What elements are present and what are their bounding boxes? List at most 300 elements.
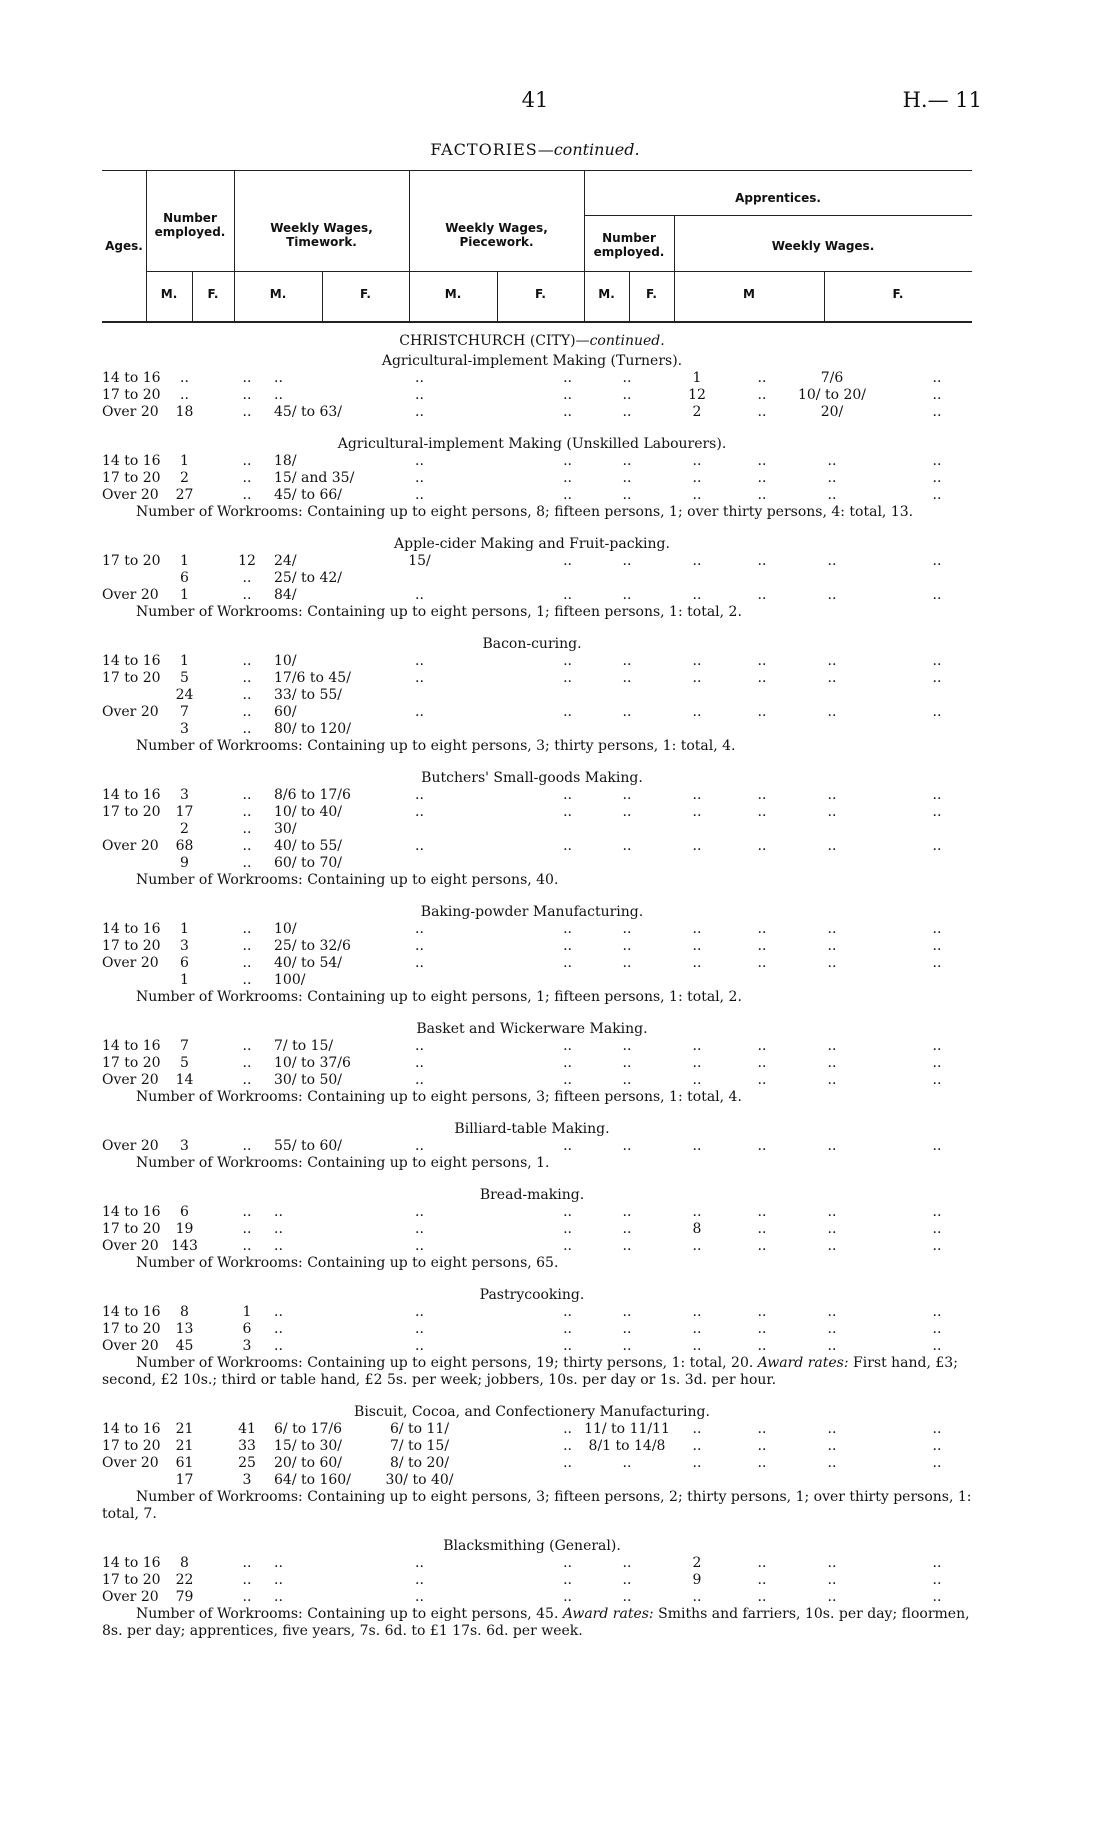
apprentice-female: ..	[757, 787, 767, 803]
timework-female: 6/ to 11/	[389, 1421, 450, 1437]
male-employed: 14	[175, 1072, 194, 1088]
apprentice-female: ..	[757, 1455, 767, 1471]
piecework-male: ..	[563, 1589, 572, 1605]
table-row	[102, 453, 982, 470]
timework-female: ..	[415, 587, 424, 603]
page-title	[0, 140, 1070, 159]
female-employed: ..	[242, 653, 252, 669]
timework-male: 33/ to 55/	[274, 687, 343, 703]
female-employed: ..	[242, 1238, 252, 1254]
apprentice-female: ..	[757, 1072, 767, 1088]
female-employed: 3	[242, 1472, 252, 1488]
piecework-male: ..	[563, 1204, 572, 1220]
table-row	[102, 1138, 982, 1155]
industry-section	[102, 1537, 982, 1640]
male-employed: 6	[180, 1204, 189, 1220]
apprentice-wage-male: ..	[827, 955, 837, 971]
apprentice-female: ..	[757, 653, 767, 669]
apprentice-wage-female: ..	[932, 1038, 942, 1054]
piecework-male: ..	[563, 1438, 572, 1454]
male-employed: 24	[175, 687, 194, 703]
piecework-female: ..	[622, 1555, 632, 1571]
age: Over 20	[102, 587, 159, 603]
age: 17 to 20	[102, 1221, 161, 1237]
female-employed: ..	[242, 1589, 252, 1605]
apprentice-wage-male: ..	[827, 553, 837, 569]
section-title: Pastrycooking.	[479, 1287, 585, 1303]
age: Over 20	[102, 1455, 159, 1471]
table-row	[102, 1221, 982, 1238]
section-title: Apple-cider Making and Fruit-packing.	[394, 536, 670, 552]
piecework-female: 11/ to 11/11	[584, 1421, 670, 1437]
piecework-male: ..	[563, 955, 572, 971]
age: 14 to 16	[102, 453, 161, 469]
timework-male: 10/	[274, 921, 297, 937]
table-row	[102, 1421, 982, 1438]
female-employed: ..	[242, 721, 252, 737]
apprentice-wage-female: ..	[932, 1204, 942, 1220]
apprentice-female: ..	[757, 553, 767, 569]
timework-male: ..	[274, 1555, 283, 1571]
table-row	[102, 838, 982, 855]
apprentice-wage-male: ..	[827, 1204, 837, 1220]
female-employed: ..	[242, 687, 252, 703]
piecework-male: ..	[563, 1038, 572, 1054]
piecework-male: ..	[563, 1421, 572, 1437]
male-employed: 7	[180, 704, 189, 720]
timework-female: ..	[415, 1238, 424, 1254]
table-row	[102, 1472, 982, 1489]
timework-female: ..	[415, 470, 424, 486]
apprentice-female: ..	[757, 404, 767, 420]
male-employed: 143	[171, 1238, 198, 1254]
apprentice-female: ..	[757, 1204, 767, 1220]
apprentice-wage-male: ..	[827, 1589, 837, 1605]
female-employed: ..	[242, 587, 252, 603]
table-row	[102, 470, 982, 487]
apprentice-male: ..	[692, 921, 702, 937]
header-app-weekly: Weekly Wages.	[771, 239, 875, 253]
sub-m: M.	[269, 287, 287, 301]
apprentice-wage-female: ..	[932, 1072, 942, 1088]
apprentice-male: ..	[692, 1238, 702, 1254]
sub-f: F.	[892, 287, 904, 301]
apprentice-wage-male: ..	[827, 1038, 837, 1054]
industry-section	[102, 352, 982, 421]
female-employed: ..	[242, 838, 252, 854]
age: Over 20	[102, 704, 159, 720]
female-employed: ..	[242, 1138, 252, 1154]
piecework-male: ..	[563, 387, 572, 403]
apprentice-male: 8	[692, 1221, 702, 1237]
timework-male: ..	[274, 1304, 283, 1320]
apprentice-wage-female: ..	[932, 553, 942, 569]
section-title: Billiard-table Making.	[454, 1121, 610, 1137]
apprentice-wage-male: ..	[827, 470, 837, 486]
female-employed: ..	[242, 1204, 252, 1220]
apprentice-male: ..	[692, 487, 702, 503]
timework-male: ..	[274, 1321, 283, 1337]
industry-section	[102, 1186, 982, 1272]
page-number: 41	[521, 88, 549, 112]
header-weekly-piecework: Weekly Wages, Piecework.	[445, 221, 548, 249]
timework-male: 20/ to 60/	[274, 1455, 343, 1471]
timework-male: 100/	[274, 972, 306, 988]
timework-male: 45/ to 66/	[274, 487, 343, 503]
section-title: Agricultural-implement Making (Turners).	[381, 353, 683, 369]
timework-female: ..	[415, 1589, 424, 1605]
male-employed: 3	[180, 787, 189, 803]
age: 14 to 16	[102, 921, 161, 937]
piecework-male: ..	[563, 404, 572, 420]
table-row	[102, 955, 982, 972]
timework-female: ..	[415, 955, 424, 971]
table-row	[102, 587, 982, 604]
apprentice-female: ..	[757, 1338, 767, 1354]
apprentice-male: ..	[692, 453, 702, 469]
apprentice-wage-female: ..	[932, 1572, 942, 1588]
timework-female: ..	[415, 404, 424, 420]
piecework-female: ..	[622, 370, 632, 386]
female-employed: 3	[242, 1338, 252, 1354]
female-employed: ..	[242, 487, 252, 503]
apprentice-wage-female: ..	[932, 653, 942, 669]
piecework-female: ..	[622, 1455, 632, 1471]
apprentice-wage-female: ..	[932, 404, 942, 420]
piecework-male: ..	[563, 470, 572, 486]
apprentice-male: ..	[692, 955, 702, 971]
piecework-male: ..	[563, 1555, 572, 1571]
apprentice-wage-male: ..	[827, 670, 837, 686]
table-row	[102, 938, 982, 955]
apprentice-male: ..	[692, 653, 702, 669]
apprentice-male: 12	[688, 387, 706, 403]
piecework-male: ..	[563, 453, 572, 469]
sub-f: F.	[207, 287, 219, 301]
apprentice-wage-male: ..	[827, 1055, 837, 1071]
male-employed: 1	[180, 653, 189, 669]
table-row	[102, 1455, 982, 1472]
female-employed: ..	[242, 404, 252, 420]
industry-section	[102, 535, 982, 621]
piecework-female: ..	[622, 670, 632, 686]
male-employed: 6	[180, 955, 189, 971]
apprentice-wage-female: ..	[932, 1338, 942, 1354]
apprentice-wage-female: ..	[932, 1438, 942, 1454]
apprentice-male: 2	[692, 1555, 702, 1571]
apprentice-wage-female: ..	[932, 804, 942, 820]
timework-female: 7/ to 15/	[389, 1438, 450, 1454]
apprentice-wage-male: ..	[827, 921, 837, 937]
male-employed: 7	[180, 1038, 189, 1054]
workrooms-note: Number of Workrooms: Containing up to eight persons, 45. Award rates: Smiths and farriers, 10s. per day; floormen, 8s. per day; apprentices, five years, 7s. 6d. to £1 17s. 6d. per week.	[102, 1606, 970, 1639]
apprentice-male: ..	[692, 1304, 702, 1320]
apprentice-female: ..	[757, 1238, 767, 1254]
header-ages: Ages.	[105, 239, 143, 253]
piecework-female: ..	[622, 487, 632, 503]
apprentice-wage-female: ..	[932, 704, 942, 720]
piecework-female: 8/1 to 14/8	[588, 1438, 666, 1454]
table-row	[102, 821, 982, 838]
table-row	[102, 1072, 982, 1089]
table-row	[102, 370, 982, 387]
table-row	[102, 972, 982, 989]
timework-male: 30/ to 50/	[274, 1072, 343, 1088]
piecework-female: ..	[622, 553, 632, 569]
industry-section	[102, 1403, 982, 1523]
age: 14 to 16	[102, 1038, 161, 1054]
age: Over 20	[102, 838, 159, 854]
timework-female: 30/ to 40/	[385, 1472, 454, 1488]
table-row	[102, 1589, 982, 1606]
timework-male: ..	[274, 1238, 283, 1254]
timework-male: 40/ to 55/	[274, 838, 343, 854]
timework-female: ..	[415, 1072, 424, 1088]
header-app-number-employed: Number employed.	[593, 231, 665, 259]
table-row	[102, 570, 982, 587]
age: 14 to 16	[102, 653, 161, 669]
timework-male: 25/ to 32/6	[274, 938, 351, 954]
apprentice-wage-female: ..	[932, 955, 942, 971]
apprentice-wage-male: ..	[827, 804, 837, 820]
apprentice-wage-male: ..	[827, 453, 837, 469]
apprentice-wage-female: ..	[932, 921, 942, 937]
sub-m: M.	[160, 287, 178, 301]
apprentice-female: ..	[757, 453, 767, 469]
apprentice-female: ..	[757, 1589, 767, 1605]
industry-section	[102, 1020, 982, 1106]
female-employed: ..	[242, 972, 252, 988]
apprentice-female: ..	[757, 1421, 767, 1437]
age: Over 20	[102, 1338, 159, 1354]
piecework-female: ..	[622, 1238, 632, 1254]
section-title: Bacon-curing.	[482, 636, 582, 652]
male-employed: 21	[175, 1421, 194, 1437]
piecework-female: ..	[622, 787, 632, 803]
timework-female: ..	[415, 1555, 424, 1571]
piecework-female: ..	[622, 470, 632, 486]
table-row	[102, 1438, 982, 1455]
sub-m: M	[743, 287, 755, 301]
age: Over 20	[102, 487, 159, 503]
female-employed: ..	[242, 1572, 252, 1588]
timework-female: ..	[415, 653, 424, 669]
apprentice-female: ..	[757, 1321, 767, 1337]
age: 17 to 20	[102, 1055, 161, 1071]
piecework-female: ..	[622, 704, 632, 720]
industry-section	[102, 635, 982, 755]
male-employed: 19	[175, 1221, 194, 1237]
apprentice-wage-female: ..	[932, 453, 942, 469]
sub-f: F.	[360, 287, 371, 301]
piecework-female: ..	[622, 1304, 632, 1320]
apprentice-wage-female: ..	[932, 1221, 942, 1237]
apprentice-female: ..	[757, 1555, 767, 1571]
table-row	[102, 721, 982, 738]
apprentice-female: ..	[757, 1221, 767, 1237]
header-weekly-timework: Weekly Wages, Timework.	[270, 221, 373, 249]
age: 17 to 20	[102, 1438, 161, 1454]
piecework-female: ..	[622, 804, 632, 820]
female-employed: 33	[238, 1438, 256, 1454]
timework-male: 7/ to 15/	[274, 1038, 334, 1054]
apprentice-male: ..	[692, 838, 702, 854]
apprentice-wage-female: ..	[932, 838, 942, 854]
apprentice-female: ..	[757, 804, 767, 820]
section-title: Basket and Wickerware Making.	[416, 1021, 648, 1037]
apprentice-wage-female: ..	[932, 1138, 942, 1154]
female-employed: ..	[242, 1038, 252, 1054]
age: 17 to 20	[102, 1572, 161, 1588]
apprentice-male: ..	[692, 1321, 702, 1337]
apprentice-male: ..	[692, 1455, 702, 1471]
apprentice-wage-female: ..	[932, 1304, 942, 1320]
sub-f: F.	[535, 287, 546, 301]
table-header	[102, 170, 972, 323]
sub-f: F.	[646, 287, 657, 301]
apprentice-wage-female: ..	[932, 1238, 942, 1254]
table-row	[102, 404, 982, 421]
page-reference: H.— 11	[902, 88, 982, 112]
timework-male: 45/ to 63/	[274, 404, 343, 420]
female-employed: ..	[242, 938, 252, 954]
timework-male: ..	[274, 1589, 283, 1605]
male-employed: 5	[180, 1055, 189, 1071]
apprentice-male: ..	[692, 1038, 702, 1054]
award-rates-label: Award rates:	[757, 1355, 849, 1371]
timework-female: ..	[415, 938, 424, 954]
sub-m: M.	[598, 287, 615, 301]
apprentice-female: ..	[757, 704, 767, 720]
table-row	[102, 704, 982, 721]
timework-male: 40/ to 54/	[274, 955, 343, 971]
title-suffix: —continued.	[537, 140, 640, 159]
workrooms-note: Number of Workrooms: Containing up to eight persons, 1; fifteen persons, 1: total, 2.	[136, 604, 742, 620]
male-employed: 1	[180, 921, 189, 937]
female-employed: 41	[238, 1421, 256, 1437]
timework-male: 84/	[274, 587, 297, 603]
apprentice-male: 1	[692, 370, 702, 386]
apprentice-male: ..	[692, 1421, 702, 1437]
piecework-female: ..	[622, 921, 632, 937]
apprentice-wage-female: ..	[932, 587, 942, 603]
piecework-male: ..	[563, 370, 572, 386]
section-title: Butchers' Small-goods Making.	[421, 770, 643, 786]
piecework-male: ..	[563, 1138, 572, 1154]
piecework-male: ..	[563, 838, 572, 854]
age: 17 to 20	[102, 938, 161, 954]
workrooms-note: Number of Workrooms: Containing up to eight persons, 3; fifteen persons, 2; thirty persons, 1; over thirty persons, 1: total, 7.	[102, 1489, 972, 1522]
piecework-male: ..	[563, 487, 572, 503]
male-employed: 8	[180, 1555, 189, 1571]
apprentice-male: ..	[692, 587, 702, 603]
piecework-female: ..	[622, 938, 632, 954]
timework-female: ..	[415, 804, 424, 820]
piecework-female: ..	[622, 1321, 632, 1337]
timework-male: 6/ to 17/6	[274, 1421, 343, 1437]
workrooms-note: Number of Workrooms: Containing up to eight persons, 3; thirty persons, 1: total, 4.	[136, 738, 736, 754]
male-employed: 17	[175, 1472, 194, 1488]
apprentice-wage-male: ..	[827, 1572, 837, 1588]
timework-male: 10/ to 40/	[274, 804, 343, 820]
timework-male: 15/ and 35/	[274, 470, 355, 486]
female-employed: ..	[242, 470, 252, 486]
piecework-male: ..	[563, 1238, 572, 1254]
apprentice-wage-male: ..	[827, 1304, 837, 1320]
section-title: Bread-making.	[479, 1187, 585, 1203]
apprentice-wage-female: ..	[932, 1421, 942, 1437]
award-rates-label: Award rates:	[562, 1606, 654, 1622]
apprentice-wage-female: ..	[932, 1321, 942, 1337]
piecework-male: ..	[563, 1572, 572, 1588]
apprentice-wage-female: ..	[932, 1555, 942, 1571]
district-title: CHRISTCHURCH (CITY)—continued.	[399, 333, 665, 349]
age: 17 to 20	[102, 553, 161, 569]
table-row	[102, 553, 982, 570]
age: 14 to 16	[102, 1204, 161, 1220]
female-employed: ..	[242, 570, 252, 586]
apprentice-wage-female: ..	[932, 938, 942, 954]
industry-section	[102, 769, 982, 889]
apprentice-male: ..	[692, 1138, 702, 1154]
piecework-female: ..	[622, 1572, 632, 1588]
table-row	[102, 1055, 982, 1072]
age: 17 to 20	[102, 804, 161, 820]
timework-male: 10/ to 37/6	[274, 1055, 351, 1071]
timework-male: ..	[274, 387, 283, 403]
industry-section	[102, 903, 982, 1006]
apprentice-wage-female: ..	[932, 487, 942, 503]
piecework-female: ..	[622, 653, 632, 669]
apprentice-wage-female: ..	[932, 387, 942, 403]
apprentice-wage-male: ..	[827, 1221, 837, 1237]
apprentice-female: ..	[757, 1438, 767, 1454]
timework-female: ..	[415, 787, 424, 803]
male-employed: 2	[180, 821, 189, 837]
apprentice-male: ..	[692, 704, 702, 720]
apprentice-female: ..	[757, 955, 767, 971]
female-employed: ..	[242, 670, 252, 686]
age: 14 to 16	[102, 1555, 161, 1571]
apprentice-male: 2	[692, 404, 702, 420]
title-main: FACTORIES	[430, 140, 538, 159]
timework-female: ..	[415, 1572, 424, 1588]
apprentice-wage-female: ..	[932, 470, 942, 486]
piecework-male: ..	[563, 1338, 572, 1354]
piecework-female: ..	[622, 587, 632, 603]
apprentice-male: 9	[692, 1572, 702, 1588]
timework-male: 25/ to 42/	[274, 570, 343, 586]
timework-female: ..	[415, 704, 424, 720]
timework-female: ..	[415, 1304, 424, 1320]
male-employed: 3	[180, 1138, 189, 1154]
age: Over 20	[102, 404, 159, 420]
male-employed: 9	[180, 855, 189, 871]
female-employed: ..	[242, 804, 252, 820]
timework-female: ..	[415, 387, 424, 403]
apprentice-wage-male: ..	[827, 1555, 837, 1571]
age: 17 to 20	[102, 470, 161, 486]
female-employed: ..	[242, 1221, 252, 1237]
piecework-female: ..	[622, 453, 632, 469]
piecework-male: ..	[563, 1055, 572, 1071]
timework-male: 18/	[274, 453, 297, 469]
female-employed: 12	[238, 553, 256, 569]
apprentice-male: ..	[692, 1338, 702, 1354]
table-row	[102, 1238, 982, 1255]
apprentice-wage-male: ..	[827, 1421, 837, 1437]
piecework-female: ..	[622, 1055, 632, 1071]
